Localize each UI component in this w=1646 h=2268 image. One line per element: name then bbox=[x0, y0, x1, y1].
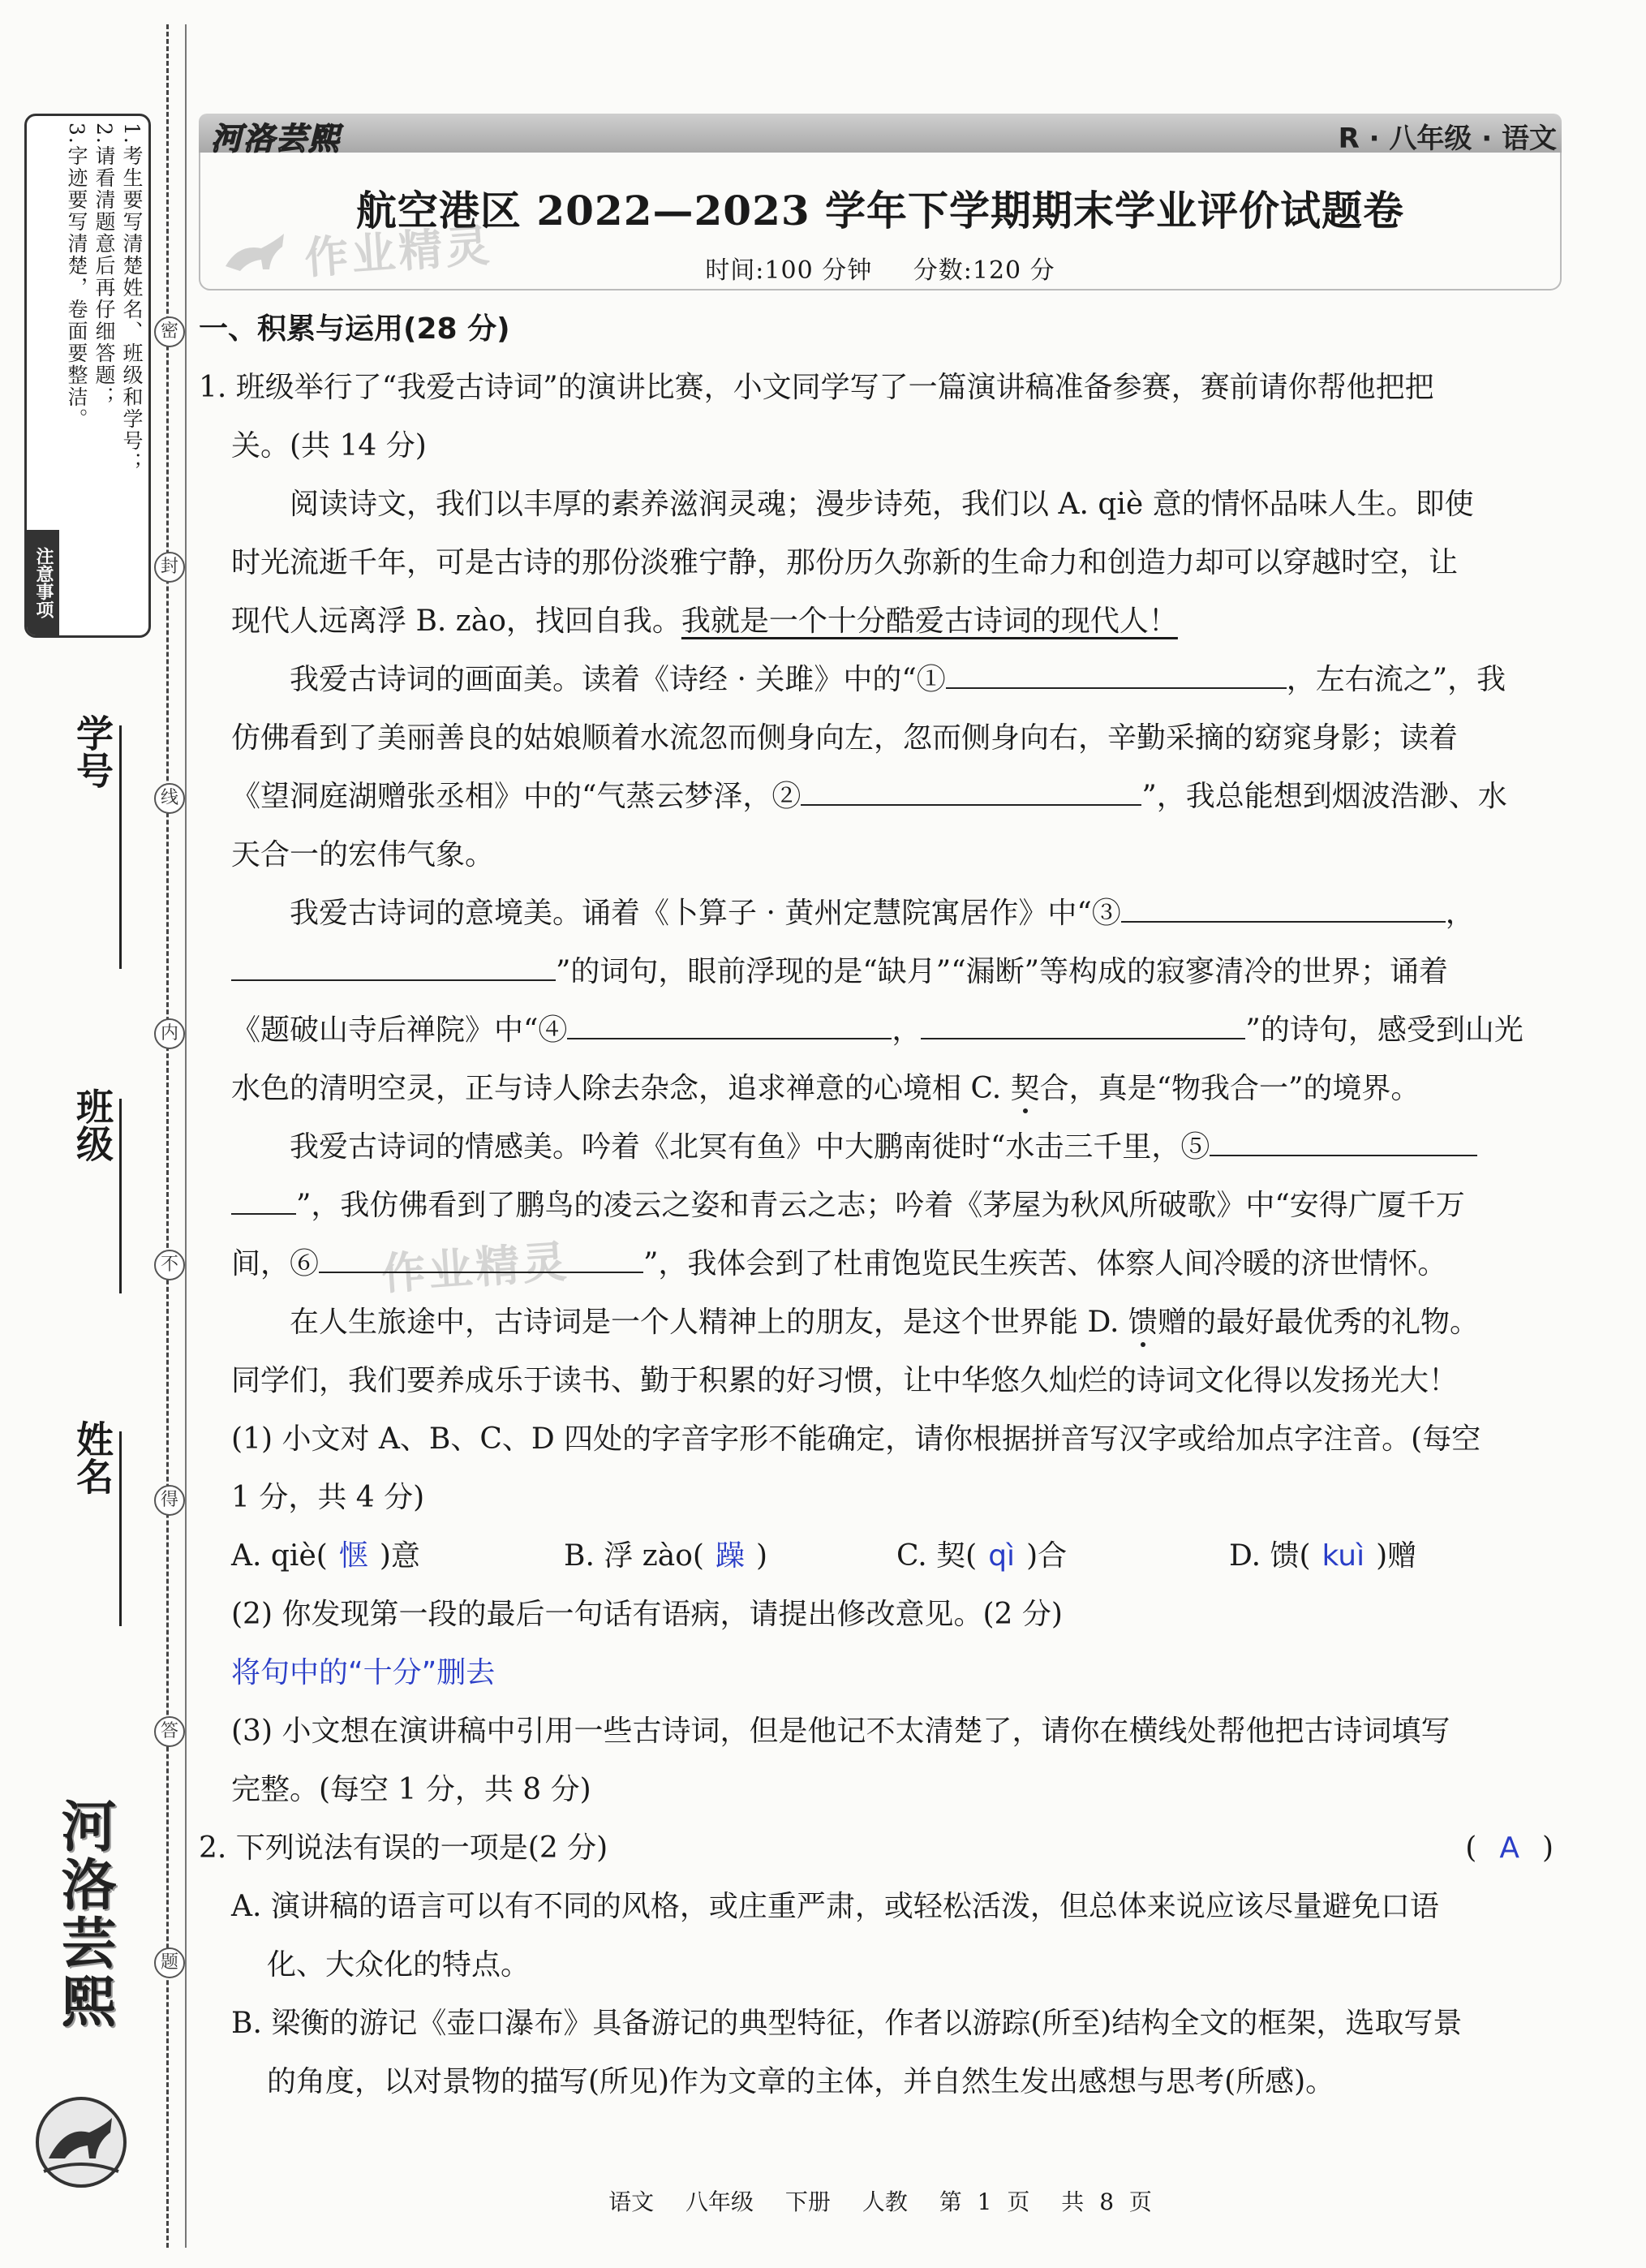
handwritten-answer[interactable]: kuì bbox=[1322, 1539, 1365, 1573]
passage-p2: 天合一的宏伟气象。 bbox=[231, 838, 495, 871]
passage-text: 水色的清明空灵，正与诗人除去杂念，追求禅意的心境相 C. bbox=[231, 1072, 1011, 1105]
blank-1[interactable] bbox=[946, 655, 1287, 689]
sub1-option bbox=[1229, 1527, 1562, 1586]
footer-subject: 语文 bbox=[608, 2188, 655, 2215]
binding-dashed-line bbox=[166, 24, 169, 2248]
passage-text: 合，真是“物我合一”的境界。 bbox=[1039, 1072, 1420, 1105]
passage-p1 bbox=[199, 592, 1562, 651]
seal-char: 封 bbox=[154, 552, 185, 583]
q2-answer[interactable]: A bbox=[1499, 1831, 1519, 1865]
q1-stem bbox=[199, 417, 1562, 476]
sub2-answer[interactable]: 将句中的“十分”删去 bbox=[231, 1656, 496, 1689]
seal-char: 线 bbox=[154, 783, 185, 814]
sub-question-3: (3) 小文想在演讲稿中引用一些古诗词，但是他记不太清楚了，请你在横线处帮他把古诗词填写 bbox=[231, 1715, 1450, 1748]
footer-volume: 下册 bbox=[784, 2188, 831, 2215]
blank-4a[interactable] bbox=[567, 1005, 892, 1039]
passage-text: 《题破山寺后禅院》中“④ bbox=[231, 1013, 568, 1047]
page-footer bbox=[199, 2184, 1562, 2217]
passage-text: 赠的最好最优秀的礼物。 bbox=[1157, 1306, 1479, 1339]
option-text: C. 契( bbox=[896, 1539, 978, 1573]
header-brand: 河洛芸熙 bbox=[211, 121, 342, 157]
passage-p4 bbox=[199, 1118, 1562, 1177]
handwritten-answer[interactable]: 惬 bbox=[338, 1539, 368, 1573]
passage-p3 bbox=[199, 943, 1562, 1001]
passage-text: 我爱古诗词的意境美。诵着《卜算子 · 黄州定慧院寓居作》中“③ bbox=[290, 897, 1121, 930]
footer-total: 共 8 页 bbox=[1061, 2188, 1152, 2215]
sub-question-1: (1) 小文对 A、B、C、D 四处的字音字形不能确定，请你根据拼音写汉字或给加点字注音。(每空 bbox=[231, 1422, 1481, 1456]
passage-text: ”的词句，眼前浮现的是“缺月”“漏断”等构成的寂寥清冷的世界；诵着 bbox=[556, 955, 1449, 988]
dotted-char: 契 bbox=[1010, 1072, 1040, 1105]
q1-stem-line: 1. 班级举行了“我爱古诗词”的演讲比赛，小文同学写了一篇演讲稿准备参赛，赛前请你帮他把把 bbox=[199, 371, 1434, 404]
passage-p5: 同学们，我们要养成乐于读书、勤于积累的好习惯，让中华悠久灿烂的诗词文化得以发扬光大！ bbox=[231, 1364, 1459, 1397]
seal-char: 答 bbox=[154, 1716, 185, 1747]
sub1-answer-row bbox=[199, 1527, 1562, 1586]
watermark-text: 作业精灵 bbox=[303, 219, 495, 285]
option-text: )意 bbox=[379, 1539, 420, 1573]
passage-p2: 仿佛看到了美丽善良的姑娘顺着水流忽而侧身向左，忽而侧身向右，辛勤采摘的窈窕身影；读着 bbox=[231, 721, 1459, 755]
blank-5a[interactable] bbox=[1210, 1122, 1477, 1156]
exam-score: 分数:120 分 bbox=[913, 256, 1055, 285]
passage-p2 bbox=[199, 768, 1562, 826]
section-heading: 一、积累与运用(28 分) bbox=[199, 312, 510, 346]
passage-text: ”，我体会到了杜甫饱览民生疾苦、体察人间冷暖的济世情怀。 bbox=[643, 1247, 1447, 1280]
q2-answer-box bbox=[1465, 1819, 1562, 1878]
student-id-label: 学号 bbox=[71, 714, 114, 789]
header-grade-tag: R · 八年级 · 语文 bbox=[1338, 123, 1557, 155]
handwritten-answer[interactable]: qì bbox=[988, 1539, 1016, 1573]
passage-text: ， bbox=[892, 1013, 922, 1047]
sub1-option bbox=[896, 1527, 1229, 1586]
exam-notice-text bbox=[61, 123, 145, 626]
watermark-text: 作业精灵 bbox=[380, 1235, 572, 1301]
passage-p4 bbox=[199, 1177, 1562, 1235]
passage-p1: 阅读诗文，我们以丰厚的素养滋润灵魂；漫步诗苑，我们以 A. qiè 意的情怀品味人生。即使 bbox=[290, 488, 1474, 521]
class-line[interactable] bbox=[119, 1099, 122, 1293]
class-label: 班级 bbox=[71, 1087, 114, 1162]
passage-p2 bbox=[199, 651, 1562, 709]
blank-3b[interactable] bbox=[231, 947, 556, 981]
q2-stem: 2. 下列说法有误的一项是(2 分) bbox=[199, 1831, 608, 1865]
seal-char: 内 bbox=[154, 1018, 185, 1049]
passage-p3 bbox=[199, 1060, 1562, 1118]
notice-tag: 注意事项 bbox=[27, 530, 59, 635]
brand-horse-logo-icon bbox=[32, 2094, 130, 2191]
passage-p4 bbox=[199, 1235, 1562, 1293]
sub-question-3: 完整。(每空 1 分，共 8 分) bbox=[231, 1773, 591, 1806]
option-text: A. qiè( bbox=[231, 1539, 328, 1573]
notice-line: 2.请看清题意后再仔细答题； bbox=[92, 123, 116, 408]
blank-2[interactable] bbox=[801, 772, 1141, 806]
option-text: )赠 bbox=[1376, 1539, 1417, 1573]
q1-stem-line: 关。(共 14 分) bbox=[231, 429, 427, 463]
q2-stem-row bbox=[199, 1819, 1562, 1878]
student-id-field[interactable] bbox=[49, 714, 122, 969]
paren: ) bbox=[1541, 1831, 1554, 1865]
sub1-option bbox=[564, 1527, 896, 1586]
passage-text: ”的诗句，感受到山光 bbox=[1245, 1013, 1524, 1047]
passage-p3 bbox=[199, 884, 1562, 943]
exam-time: 时间:100 分钟 bbox=[705, 256, 873, 285]
footer-publisher: 人教 bbox=[862, 2188, 908, 2215]
name-field[interactable] bbox=[49, 1420, 122, 1626]
passage-text: ， bbox=[1445, 897, 1475, 930]
underlined-sentence: 我就是一个十分酷爱古诗词的现代人！ bbox=[681, 605, 1178, 638]
passage-text: 在人生旅途中，古诗词是一个人精神上的朋友，是这个世界能 D. bbox=[290, 1306, 1128, 1339]
passage-text: ”，我仿佛看到了鹏鸟的凌云之姿和青云之志；吟着《茅屋为秋风所破歌》中“安得广厦千万 bbox=[296, 1189, 1465, 1222]
q2-option-a: A. 演讲稿的语言可以有不同的风格，或庄重严肃，或轻松活泼，但总体来说应该尽量避免口语 bbox=[231, 1890, 1439, 1923]
class-field[interactable] bbox=[49, 1087, 122, 1293]
dotted-char: 馈 bbox=[1128, 1306, 1158, 1339]
watermark-horse-icon bbox=[221, 226, 302, 282]
option-text: ) bbox=[755, 1539, 767, 1573]
passage-text: ”，我总能想到烟波浩渺、水 bbox=[1141, 780, 1507, 813]
seal-char: 题 bbox=[154, 1947, 185, 1978]
option-text: D. 馈( bbox=[1229, 1539, 1311, 1573]
seal-char: 得 bbox=[154, 1485, 185, 1516]
student-id-line[interactable] bbox=[119, 725, 122, 969]
notice-line: 1.考生要写清楚姓名、班级和学号； bbox=[120, 123, 144, 474]
handwritten-answer[interactable]: 躁 bbox=[715, 1539, 745, 1573]
binding-solid-line bbox=[185, 24, 187, 2248]
blank-5b[interactable] bbox=[231, 1181, 296, 1215]
seal-char: 密 bbox=[154, 316, 185, 347]
paren: ( bbox=[1465, 1831, 1477, 1865]
passage-text: 《望洞庭湖赠张丞相》中的“气蒸云梦泽，② bbox=[231, 780, 802, 813]
name-label: 姓名 bbox=[71, 1420, 114, 1495]
passage-text: 现代人远离浮 B. zào，找回自我。 bbox=[231, 605, 681, 638]
sub-question-1: 1 分，共 4 分) bbox=[231, 1481, 425, 1514]
passage-text: 我爱古诗词的画面美。读着《诗经 · 关雎》中的“① bbox=[290, 663, 946, 696]
passage-text: ，左右流之”，我 bbox=[1286, 663, 1506, 696]
q2-option-b: 的角度，以对景物的描写(所见)作为文章的主体，并自然生发出感想与思考(所感)。 bbox=[267, 2065, 1335, 2098]
passage-text: 我爱古诗词的情感美。吟着《北冥有鱼》中大鹏南徙时“水击三千里，⑤ bbox=[290, 1130, 1210, 1164]
passage-p1: 时光流逝千年，可是古诗的那份淡雅宁静，那份历久弥新的生命力和创造力却可以穿越时空，让 bbox=[231, 546, 1459, 579]
blank-4b[interactable] bbox=[921, 1005, 1245, 1039]
q2-option-b: B. 梁衡的游记《壶口瀑布》具备游记的典型特征，作者以游踪(所至)结构全文的框架，选取写景 bbox=[231, 2007, 1463, 2040]
option-text: )合 bbox=[1026, 1539, 1068, 1573]
q2-option-a: 化、大众化的特点。 bbox=[267, 1948, 531, 1982]
passage-text: 间，⑥ bbox=[231, 1247, 320, 1280]
seal-char: 不 bbox=[154, 1250, 185, 1280]
blank-6[interactable] bbox=[319, 1239, 643, 1273]
passage-p5 bbox=[199, 1293, 1562, 1352]
q1-stem bbox=[199, 359, 1562, 417]
exam-content bbox=[199, 300, 1562, 2111]
sub-question-2: (2) 你发现第一段的最后一句话有语病，请提出修改意见。(2 分) bbox=[231, 1598, 1063, 1631]
footer-grade: 八年级 bbox=[685, 2188, 754, 2215]
name-line[interactable] bbox=[119, 1431, 122, 1626]
option-text: B. 浮 zào( bbox=[564, 1539, 704, 1573]
notice-line: 3.字迹要写清楚，卷面要整洁。 bbox=[65, 123, 88, 430]
exam-notice-box bbox=[24, 114, 151, 638]
footer-page: 第 1 页 bbox=[939, 2188, 1030, 2215]
brand-logo-text: 河洛芸熙 bbox=[52, 1797, 116, 2031]
blank-3a[interactable] bbox=[1121, 889, 1446, 923]
sub1-option bbox=[231, 1527, 564, 1586]
passage-p3 bbox=[199, 1001, 1562, 1060]
page-title: 航空港区 2022—2023 学年下学期期末学业评价试题卷 bbox=[355, 187, 1405, 235]
